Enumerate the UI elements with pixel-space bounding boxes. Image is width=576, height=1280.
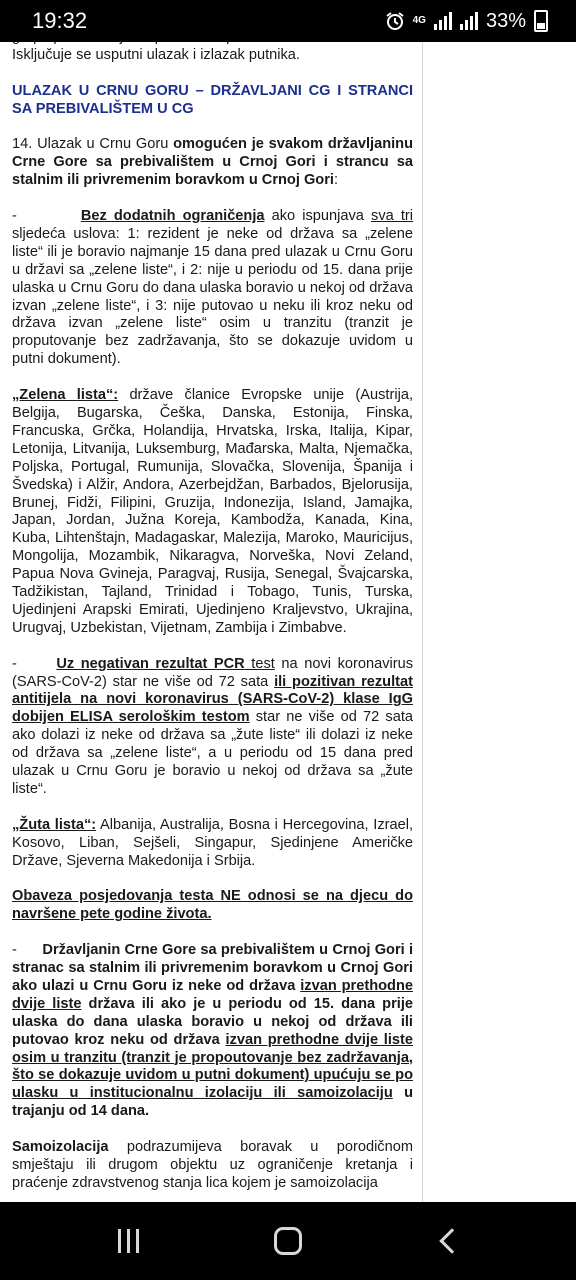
self-isolation-paragraph (12, 1139, 413, 1193)
paragraph-14 (12, 136, 413, 190)
column-divider (422, 42, 423, 1202)
dash: - (12, 942, 17, 959)
green-list-countries: države članice Evropske unije (Austrija, Belgija, Bugarska, Češka, Danska, Estonija, Finska, Francuska, Grčka, Holandija, Hrvatska, Irska, Italija, Kipar, Letonija, Litvanija, Luksemburg, Mađarska, Malta, Njemačka, Poljska, Portugal, Rumunija, Slovačka, Slovenija, Španija i Švedska) i Alžir, Andora, Azerbejdžan, Barbados, Bjelorusija, Brunej, Fidži, Filipini, Gruzija, Indonezija, Island, Jamajka, Japan, Jordan, Južna Koreja, Kambodža, Kanada, Kina, Kuba, Lihtenštajn, Madagaskar, Malezija, Maroko, Mauricijus, Mongolija, Mozambik, Nikaragva, Norveška, Novi Zeland, Papua Nova Gvineja, Paragvaj, Rusija, Senegal, Švajcarska, Tadžikistan, Tajland, Trinidad i Tobago, Tunis, Turska, Ujedinjeni Arapski Emirati, Ujedinjeno Kraljevstvo, Ukrajina, Urugvaj, Uzbekistan, Vijetnam, Zambija i Zimbabve. (12, 387, 413, 636)
green-list-label: „Zelena lista“: (12, 387, 119, 404)
list-item (12, 208, 413, 369)
page-content[interactable] (0, 42, 576, 1202)
yellow-list-countries: Albanija, Australija, Bosna i Hercegovina, Izrael, Kosovo, Liban, Sejšeli, Singapur, Sjedinjene Američke Države, Sjeverna Makedonija i Srbija. (12, 816, 414, 869)
citizens-text-2: država ili ako je u periodu od 15. dana prije ulaska do dana ulaska boravio u nekoj od država ili putovao kroz neku od država (12, 995, 414, 1048)
list-item (12, 656, 413, 799)
recents-icon (118, 1229, 139, 1253)
test-word: test (244, 655, 275, 672)
paragraph-lead: Ulazak u Crnu Goru (32, 136, 174, 153)
alarm-icon (385, 11, 405, 31)
status-bar (0, 0, 576, 42)
article-body (12, 29, 413, 1211)
signal-icon (460, 12, 478, 30)
outside-lists-label: izvan prethodne dvije liste (12, 977, 413, 1012)
children-note-text: Obaveza posjedovanja testa NE odnosi se na djecu do navršene pete godine života. (12, 888, 413, 923)
section-heading: ULAZAK U CRNU GORU – DRŽAVLJANI CG I STRANCI SA PREBIVALIŠTEM U CG (12, 82, 413, 117)
isolation-label: izvan prethodne dvije liste osim u tranzitu (tranzit je propoutovanje bez zadržavanja, što se dokazuje uvidom u putni dokument) upućuju se po ulasku u institucionalnu izolaciju ili samoizolaciju (12, 1031, 413, 1102)
navigation-bar (0, 1202, 576, 1280)
list-item-mid: na novi koronavirus (SARS-CoV-2) star ne više od 72 sata (12, 655, 414, 690)
dash: - (12, 655, 17, 672)
recents-button[interactable] (98, 1222, 158, 1260)
no-restrictions-label: Bez dodatnih ograničenja (80, 208, 265, 225)
dash: - (12, 208, 17, 225)
paragraph-end: : (333, 172, 339, 189)
list-item (12, 942, 413, 1121)
list-item-mid: ako ispunjava (264, 208, 372, 225)
status-icons (385, 9, 548, 33)
children-note (12, 888, 413, 924)
all-three-label: sva tri (371, 208, 414, 225)
list-item-rest: sljedeća uslova: 1: rezident je neke od država sa „zelene liste“ ili je boravio najmanje 15 dana pred ulazak u Crnu Goru u državi sa „zelene liste“, i 2: nije u periodu od 15. dana prije ulaska u Crnu Goru do dana ulaska boravio u nekoj od država izvan „zelene liste“, i 3: nije putovao u neku ili kroz neku od država izvan „zelene liste“ osim u tranzitu (tranzit je proputovanje bez zadržavanja, što se dokazuje uvidom u putni dokument). (12, 225, 413, 368)
battery-icon (534, 10, 548, 32)
list-item-rest: star ne više od 72 sata ako dolazi iz neke od država sa „žute liste“ ili dolazi iz neke od država sa „zelene liste“, a u periodu od 15 dana pred ulazak u Crnu Goru je boravio u nekoj od država sa „žute liste“. (12, 709, 413, 797)
network-type: 4G (412, 15, 426, 26)
pcr-label: Uz negativan rezultat PCR (56, 655, 245, 672)
self-isolation-label: Samoizolacija (12, 1139, 109, 1156)
signal-icon (434, 12, 452, 30)
battery-percent: 33% (485, 9, 526, 32)
home-icon (274, 1227, 302, 1255)
intro-line-2: Isključuje se usputni ulazak i izlazak putnika. (12, 46, 300, 63)
paragraph-number: 14. (12, 136, 33, 153)
citizens-text-3: u trajanju od 14 dana. (12, 1085, 413, 1120)
citizens-text: Državljanin Crne Gore sa prebivalištem u Crnoj Gori i stranac sa stalnim ili privremenim boravkom u Crnoj Gori ako ulazi u Crnu Goru iz neke od država (12, 942, 414, 994)
green-list-paragraph (12, 387, 413, 638)
yellow-list-paragraph (12, 817, 413, 871)
self-isolation-text: podrazumijeva boravak u porodičnom smještaju ili drugom objektu uz ograničenje kretanja i praćenje zdravstvenog stanja lica kojem je samoizolacija (12, 1139, 413, 1191)
status-time: 19:32 (32, 8, 88, 33)
home-button[interactable] (258, 1222, 318, 1260)
back-button[interactable] (418, 1222, 478, 1260)
back-icon (439, 1228, 464, 1253)
antibody-label: ili pozitivan rezultat antitijela na novi koronavirus (SARS-CoV-2) klase IgG dobijen ELISA serološkim testom (12, 673, 413, 726)
paragraph-bold: omogućen je svakom državljaninu Crne Gore sa prebivalištem u Crnoj Gori i strancu sa stalnim ili privremenim boravkom u Crnoj Gori (12, 136, 413, 189)
yellow-list-label: „Žuta lista“: (12, 816, 97, 833)
